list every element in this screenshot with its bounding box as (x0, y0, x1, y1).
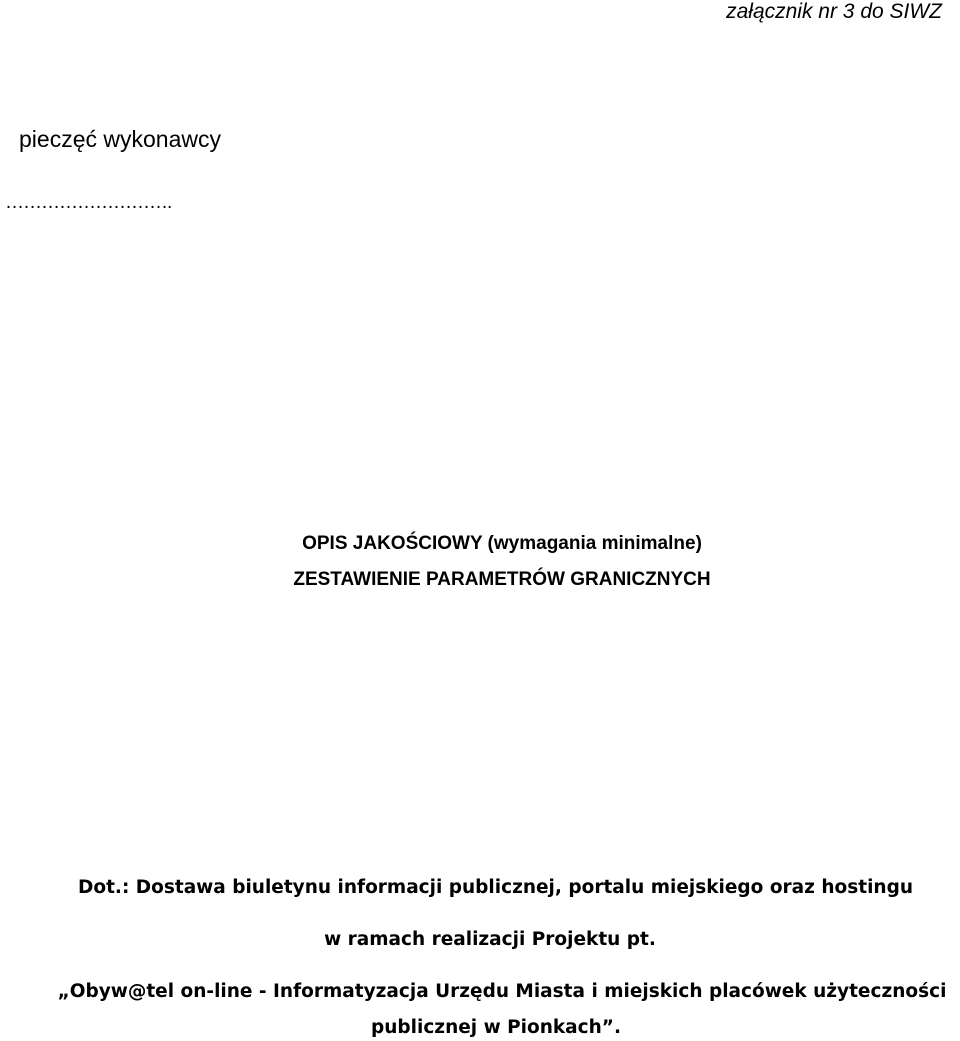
document-title: OPIS JAKOŚCIOWY (wymagania minimalne) (302, 533, 702, 554)
subject-line-4: publicznej w Pionkach”. (371, 1017, 621, 1038)
contractor-stamp-label: pieczęć wykonawcy (19, 126, 221, 152)
contractor-stamp-placeholder: ………………………. (5, 192, 172, 213)
subject-line-2: w ramach realizacji Projektu pt. (324, 929, 656, 950)
attachment-label: załącznik nr 3 do SIWZ (726, 0, 942, 23)
document-subtitle: ZESTAWIENIE PARAMETRÓW GRANICZNYCH (293, 569, 711, 590)
subject-line-3: „Obyw@tel on-line - Informatyzacja Urzędu Miasta i miejskich placówek użyteczności (57, 981, 947, 1002)
subject-line-1: Dot.: Dostawa biuletynu informacji publicznej, portalu miejskiego oraz hostingu (78, 877, 914, 898)
